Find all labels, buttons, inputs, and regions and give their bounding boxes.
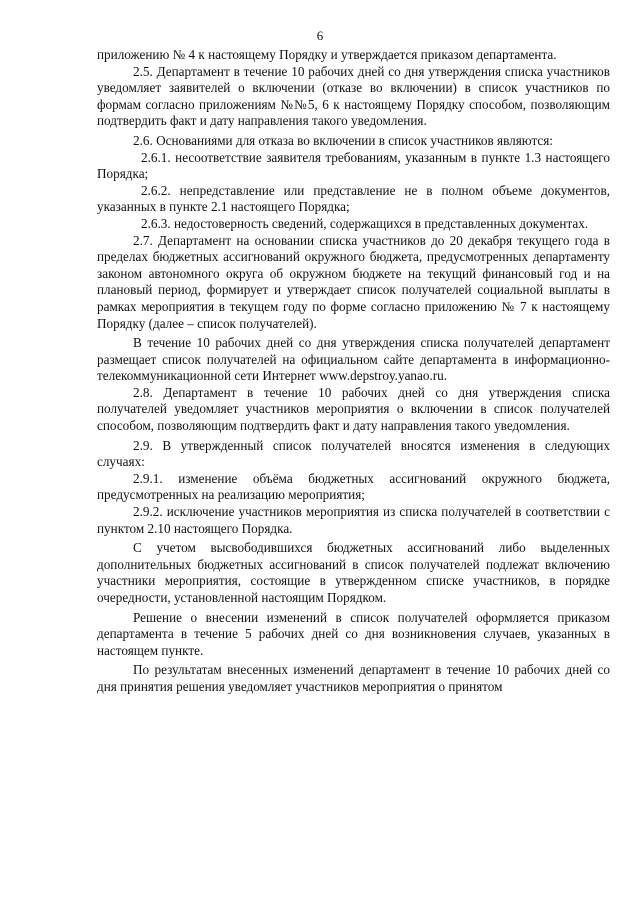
paragraph-2-6: 2.6. Основаниями для отказа во включении в список участников являются: bbox=[133, 132, 553, 148]
paragraph-publication: В течение 10 рабочих дней со дня утверждения списка получателей департамент размещает список получателей на официальном сайте департамента в информационно-телекоммуникационной сети Интернет www.depstroy.yanao.ru. bbox=[97, 335, 610, 384]
paragraph-decision: Решение о внесении изменений в список получателей оформляется приказом департамента в течение 5 рабочих дней со дня возникновения случаев, указанных в настоящем пункте. bbox=[97, 609, 610, 658]
paragraph-reallocation: С учетом высвободившихся бюджетных ассигнований либо выделенных дополнительных бюджетных ассигнований в список получателей подлежат включению участники мероприятия, состоящие в утвержденном списке участников, в порядке очередности, установленной настоящим Порядком. bbox=[97, 540, 610, 605]
paragraph-2-9-1: 2.9.1. изменение объёма бюджетных ассигнований окружного бюджета, предусмотренных на реализацию мероприятия; bbox=[97, 470, 610, 503]
paragraph-2-9-2: 2.9.2. исключение участников мероприятия из списка получателей в соответствии с пунктом 2.10 настоящего Порядка. bbox=[97, 504, 610, 536]
paragraph-continuation: приложению № 4 к настоящему Порядку и утверждается приказом департамента. bbox=[97, 47, 557, 62]
page-number: 6 bbox=[316, 28, 324, 43]
paragraph-2-6-1: 2.6.1. несоответствие заявителя требованиям, указанным в пункте 1.3 настоящего Порядка; bbox=[97, 149, 610, 182]
paragraph-2-5: 2.5. Департамент в течение 10 рабочих дней со дня утверждения списка участников уведомляет заявителей о включении (отказе во включении) в список участников по формам согласно приложениям №№5, 6 к настоящему Порядку способом, позволяющим подтвердить факт и дату направления такого уведомления. bbox=[97, 63, 610, 129]
paragraph-2-6-2: 2.6.2. непредставление или представление не в полном объеме документов, указанных в пункте 2.1 настоящего Порядка; bbox=[97, 182, 610, 215]
paragraph-2-7: 2.7. Департамент на основании списка участников до 20 декабря текущего года в пределах бюджетных ассигнований окружного бюджета, предусмотренных департаменту законом автономного округа об окружном бюджете на текущий финансовый год и на плановый период, формирует и утверждает список получателей социальной выплаты в рамках мероприятия в текущем году по форме согласно приложению № 7 к настоящему Порядку (далее – список получателей). bbox=[97, 232, 610, 331]
paragraph-2-9: 2.9. В утвержденный список получателей вносятся изменения в следующих случаях: bbox=[97, 437, 610, 470]
paragraph-2-8: 2.8. Департамент в течение 10 рабочих дней со дня утверждения списка получателей уведомляет участников мероприятия о включении в список получателей способом, позволяющим подтвердить факт и дату направления такого уведомления. bbox=[97, 384, 610, 434]
paragraph-notification: По результатам внесенных изменений департамент в течение 10 рабочих дней со дня принятия решения уведомляет участников мероприятия о принятом bbox=[97, 662, 610, 694]
paragraph-2-6-3: 2.6.3. недостоверность сведений, содержащихся в представленных документах. bbox=[141, 215, 589, 231]
document-body bbox=[97, 47, 610, 696]
